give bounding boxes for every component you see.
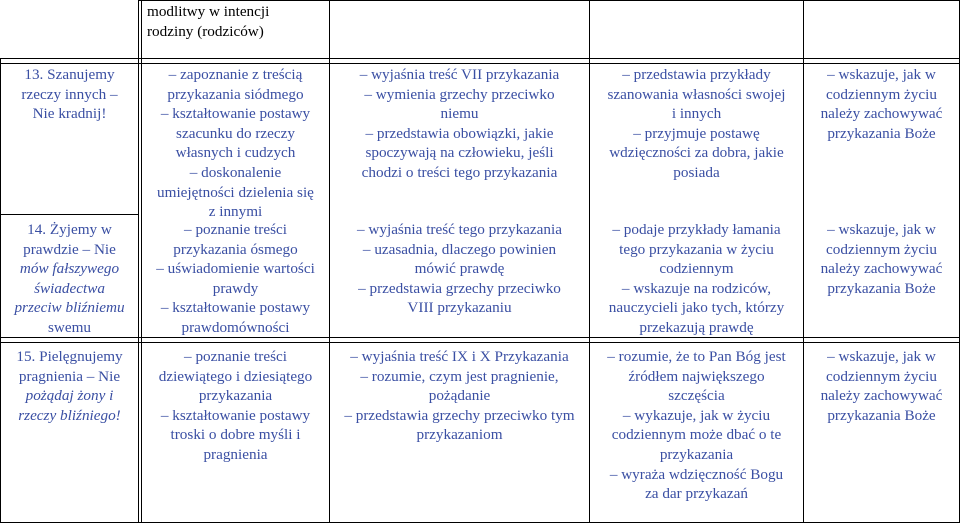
topic-line: rzeczy bliźniego! (18, 406, 121, 424)
attitude-line: należy zachowywać (820, 387, 943, 405)
knowledge-line: – przedstawia grzechy przeciwko (358, 279, 561, 297)
topic-line: 13. Szanujemy (24, 66, 115, 83)
goal-line: przykazania siódmego (167, 85, 304, 103)
top-goals-cell (141, 0, 329, 41)
skill-line: – podaje przykłady łamania (612, 221, 781, 238)
topic-line: pragnienia – Nie (18, 367, 121, 385)
knowledge-line: – przedstawia grzechy przeciwko tym (344, 406, 575, 424)
row-divider (0, 214, 138, 215)
goal-line: – zapoznanie z treścią (168, 66, 303, 83)
goal-line: – kształtowanie postawy (160, 406, 311, 424)
attitude-line: – wskazuje, jak w (827, 221, 936, 238)
skill-line: przekazują prawdę (639, 318, 754, 336)
attitude-line: – wskazuje, jak w (827, 66, 936, 83)
knowledge-line: pożądanie (428, 387, 491, 405)
goals-cell-15 (141, 345, 329, 465)
goal-line: – kształtowanie postawy (160, 105, 311, 123)
skill-line: – przyjmuje postawę (633, 124, 760, 142)
topic-cell-15 (0, 345, 138, 425)
goal-line: – poznanie treści (184, 221, 287, 238)
knowledge-line: – wymienia grzechy przeciwko (364, 85, 555, 103)
topic-line: rzeczy innych – (21, 85, 118, 103)
knowledge-line: – rozumie, czym jest pragnienie, (360, 367, 559, 385)
skill-line: – przedstawia przykłady (622, 66, 771, 83)
topic-line: Nie kradnij! (32, 105, 107, 123)
skill-line: posiada (673, 163, 720, 181)
knowledge-line: – przedstawia obowiązki, jakie (365, 124, 554, 142)
attitudes-cell-15 (803, 345, 959, 425)
skills-cell-13 (589, 63, 803, 183)
goal-line: troski o dobre myśli i (170, 426, 301, 444)
attitude-line: – wskazuje, jak w (827, 348, 936, 365)
knowledge-line: niemu (440, 105, 479, 123)
attitude-line: codziennym życiu (826, 85, 937, 103)
knowledge-line: przykazaniom (416, 426, 503, 444)
goal-line: – uświadomienie wartości (156, 260, 315, 278)
topic-cell-14 (0, 218, 138, 338)
skill-line: codziennym może dbać o te (611, 426, 782, 444)
goal-line: – doskonalenie (189, 163, 282, 181)
skill-line: za dar przykazań (645, 485, 748, 503)
skill-line: i innych (671, 105, 722, 123)
column-divider (138, 0, 139, 523)
topic-line: 14. Żyjemy w (27, 221, 112, 238)
skill-line: przykazania (659, 445, 734, 463)
row-divider (0, 342, 960, 343)
attitude-line: codziennym życiu (826, 240, 937, 258)
skill-line: źródłem największego (628, 367, 765, 385)
attitude-line: codziennym życiu (826, 367, 937, 385)
skills-cell-15 (589, 345, 803, 504)
goal-line: – kształtowanie postawy (160, 299, 311, 317)
topic-line: prawdzie – Nie (23, 240, 116, 258)
goal-line: przykazania ósmego (173, 240, 298, 258)
topic-line: mów fałszywego (19, 260, 120, 278)
topic-line: swemu (47, 318, 92, 336)
cell-line: rodziny (rodziców) (147, 22, 264, 40)
knowledge-line: – wyjaśnia treść tego przykazania (357, 221, 562, 238)
knowledge-line: spoczywają na człowieku, jeśli (365, 144, 554, 162)
knowledge-cell-14 (329, 218, 589, 318)
topic-line: pożądaj żony i (25, 387, 114, 405)
attitude-line: przykazania Boże (827, 124, 936, 142)
topic-cell-13 (0, 63, 138, 124)
goal-line: – poznanie treści (184, 348, 287, 365)
knowledge-line: chodzi o treści tego przykazania (361, 163, 558, 181)
attitudes-cell-14 (803, 218, 959, 298)
knowledge-line: – wyjaśnia treść VII przykazania (359, 66, 560, 83)
attitudes-cell-13 (803, 63, 959, 143)
skills-cell-14 (589, 218, 803, 338)
goal-line: przykazania (198, 387, 273, 405)
goals-cell-14 (141, 218, 329, 338)
row-divider (0, 58, 960, 59)
knowledge-line: – uzasadnia, dlaczego powinien (362, 240, 557, 258)
skill-line: szanowania własności swojej (607, 85, 786, 103)
goal-line: umiejętności dzielenia się (157, 183, 314, 201)
knowledge-cell-15 (329, 345, 589, 445)
skill-line: – wskazuje na rodziców, (621, 279, 772, 297)
skill-line: – wykazuje, jak w życiu (622, 406, 771, 424)
attitude-line: przykazania Boże (827, 279, 936, 297)
skill-line: szczęścia (668, 387, 725, 405)
skill-line: nauczycieli jako tych, którzy (608, 299, 785, 317)
skill-line: codziennym (659, 260, 734, 278)
goal-line: z innymi (208, 203, 263, 221)
knowledge-line: mówić prawdę (414, 260, 505, 278)
topic-line: 15. Pielęgnujemy (16, 348, 123, 365)
skill-line: tego przykazania w życiu (619, 240, 774, 258)
goal-line: prawdomówności (181, 318, 290, 336)
cell-line: modlitwy w intencji (147, 3, 270, 20)
attitude-line: należy zachowywać (820, 105, 943, 123)
goal-line: prawdy (212, 279, 259, 297)
skill-line: – rozumie, że to Pan Bóg jest (607, 348, 786, 365)
topic-line: przeciw bliźniemu (14, 299, 125, 317)
goals-cell-13 (141, 63, 329, 222)
skill-line: – wyraża wdzięczność Bogu (609, 465, 784, 483)
goal-line: własnych i cudzych (175, 144, 296, 162)
knowledge-line: – wyjaśnia treść IX i X Przykazania (350, 348, 569, 365)
goal-line: pragnienia (203, 445, 268, 463)
attitude-line: należy zachowywać (820, 260, 943, 278)
goal-line: dziewiątego i dziesiątego (158, 367, 313, 385)
goal-line: szacunku do rzeczy (176, 124, 295, 142)
knowledge-line: VIII przykazaniu (407, 299, 512, 317)
knowledge-cell-13 (329, 63, 589, 183)
topic-line: świadectwa (34, 279, 105, 297)
attitude-line: przykazania Boże (827, 406, 936, 424)
skill-line: wdzięczności za dobra, jakie (609, 144, 784, 162)
